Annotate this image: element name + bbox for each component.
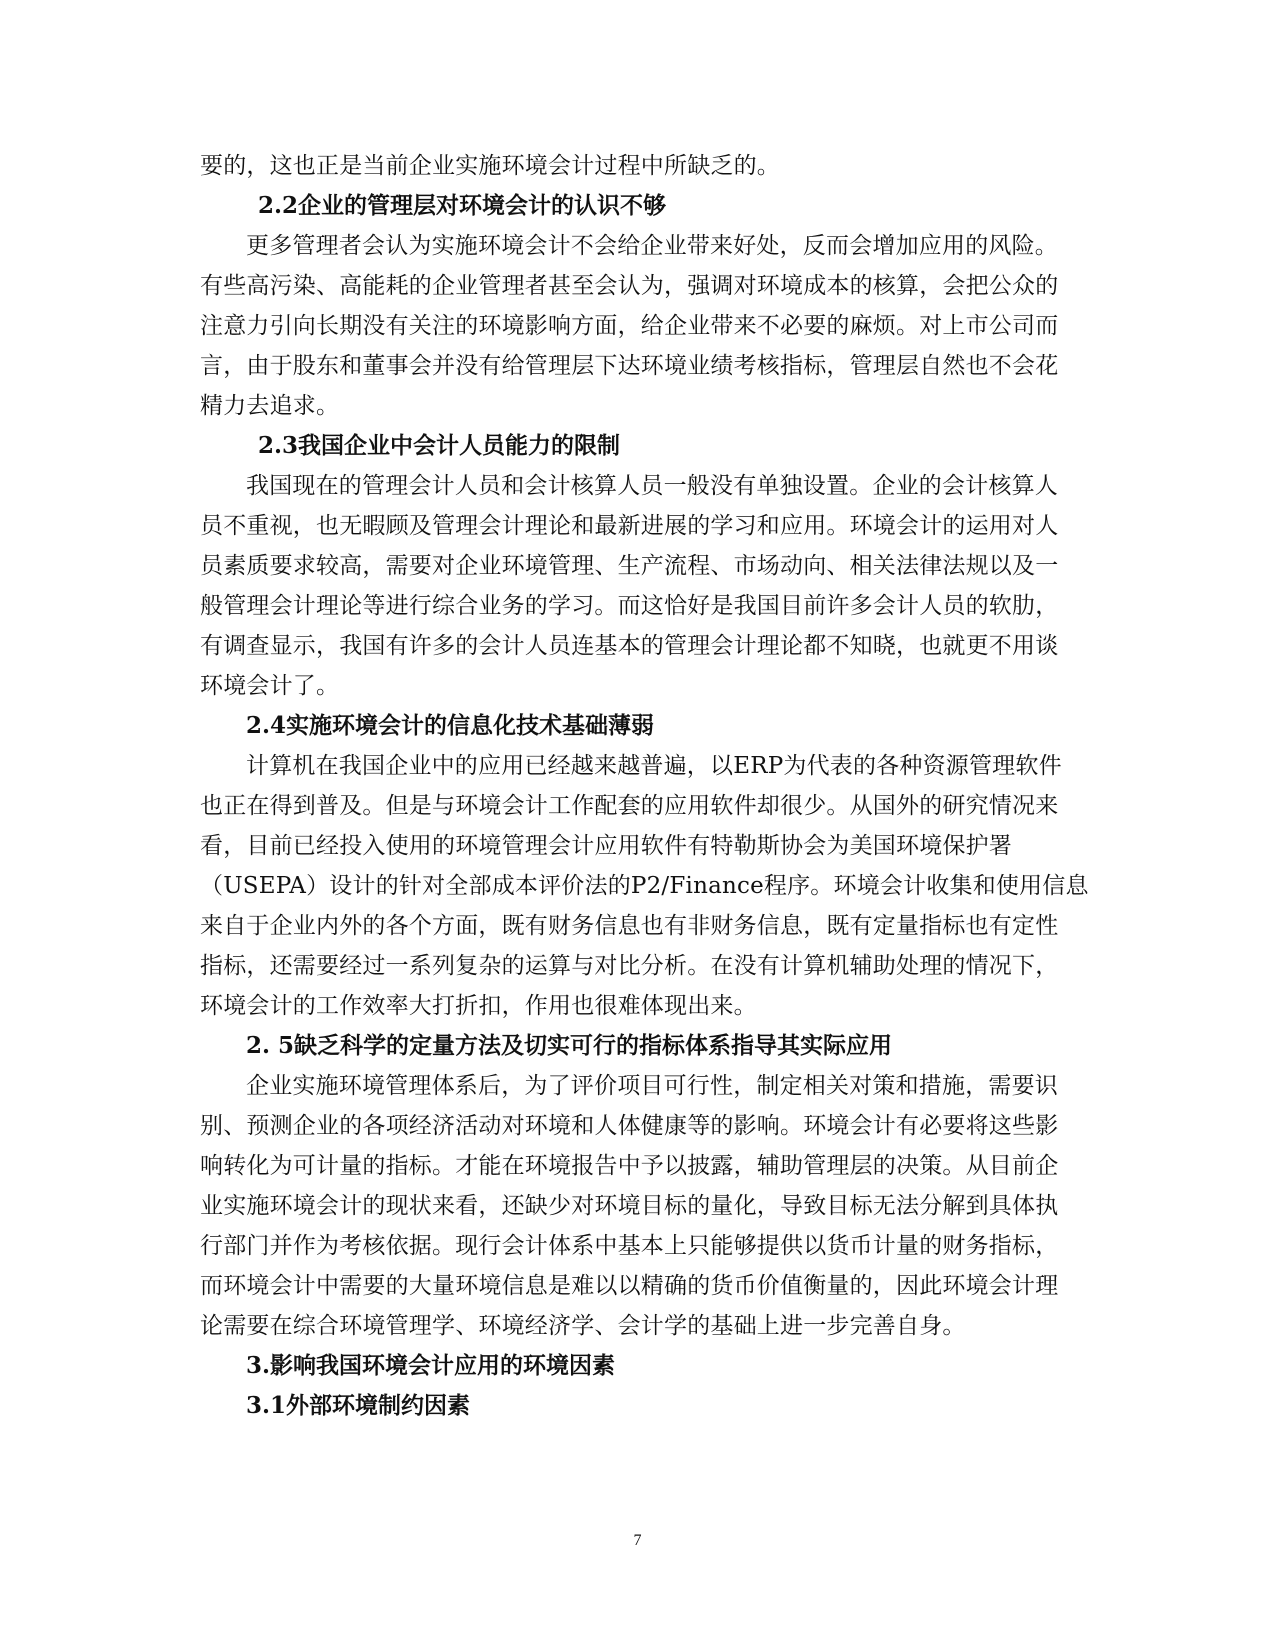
paragraph-line: 般管理会计理论等进行综合业务的学习。而这恰好是我国目前许多会计人员的软肋， (200, 593, 1059, 619)
paragraph-line: 论需要在综合环境管理学、环境经济学、会计学的基础上进一步完善自身。 (200, 1313, 966, 1339)
paragraph-line: 我国现在的管理会计人员和会计核算人员一般没有单独设置。企业的会计核算人 (246, 473, 1058, 499)
section-heading-3-1: 3.1外部环境制约因素 (246, 1392, 471, 1419)
paragraph-line: 员素质要求较高，需要对企业环境管理、生产流程、市场动向、相关法律法规以及一 (200, 553, 1059, 579)
paragraph-line: （USEPA）设计的针对全部成本评价法的P2/Finance程序。环境会计收集和使用信息 (200, 873, 1089, 899)
paragraph-line: 别、预测企业的各项经济活动对环境和人体健康等的影响。环境会计有必要将这些影 (200, 1113, 1059, 1139)
section-heading-2-3: 2.3我国企业中会计人员能力的限制 (258, 432, 621, 459)
paragraph-line: 也正在得到普及。但是与环境会计工作配套的应用软件却很少。从国外的研究情况来 (200, 793, 1059, 819)
paragraph-line: 环境会计了。 (200, 673, 340, 699)
section-heading-2-2: 2.2企业的管理层对环境会计的认识不够 (258, 192, 667, 219)
paragraph-line: 环境会计的工作效率大打折扣，作用也很难体现出来。 (200, 993, 757, 1019)
paragraph-line: 行部门并作为考核依据。现行会计体系中基本上只能够提供以货币计量的财务指标， (200, 1233, 1059, 1259)
section-heading-2-4: 2.4实施环境会计的信息化技术基础薄弱 (246, 712, 655, 739)
paragraph-line: 员不重视，也无暇顾及管理会计理论和最新进展的学习和应用。环境会计的运用对人 (200, 513, 1059, 539)
document-body (200, 146, 1089, 1426)
paragraph-line: 言，由于股东和董事会并没有给管理层下达环境业绩考核指标，管理层自然也不会花 (200, 353, 1059, 379)
section-heading-2-5: 2. 5缺乏科学的定量方法及切实可行的指标体系指导其实际应用 (246, 1032, 893, 1059)
paragraph-line: 指标，还需要经过一系列复杂的运算与对比分析。在没有计算机辅助处理的情况下， (200, 953, 1059, 979)
section-heading-3: 3.影响我国环境会计应用的环境因素 (246, 1352, 616, 1379)
paragraph-line: 来自于企业内外的各个方面，既有财务信息也有非财务信息，既有定量指标也有定性 (200, 913, 1059, 939)
paragraph-line: 而环境会计中需要的大量环境信息是难以以精确的货币价值衡量的，因此环境会计理 (200, 1273, 1059, 1299)
paragraph-line: 有些高污染、高能耗的企业管理者甚至会认为，强调对环境成本的核算，会把公众的 (200, 273, 1059, 299)
paragraph-line: 更多管理者会认为实施环境会计不会给企业带来好处，反而会增加应用的风险。 (246, 233, 1058, 259)
paragraph-line: 企业实施环境管理体系后，为了评价项目可行性，制定相关对策和措施，需要识 (246, 1073, 1058, 1099)
paragraph-line: 有调查显示，我国有许多的会计人员连基本的管理会计理论都不知晓，也就更不用谈 (200, 633, 1059, 659)
page-number: 7 (633, 1532, 642, 1549)
paragraph-line: 看，目前已经投入使用的环境管理会计应用软件有特勒斯协会为美国环境保护署 (200, 833, 1012, 859)
paragraph-line: 业实施环境会计的现状来看，还缺少对环境目标的量化，导致目标无法分解到具体执 (200, 1193, 1059, 1219)
paragraph-line: 精力去追求。 (200, 393, 340, 419)
paragraph-line: 要的，这也正是当前企业实施环境会计过程中所缺乏的。 (200, 153, 780, 179)
paragraph-line: 响转化为可计量的指标。才能在环境报告中予以披露，辅助管理层的决策。从目前企 (200, 1153, 1059, 1179)
paragraph-line: 注意力引向长期没有关注的环境影响方面，给企业带来不必要的麻烦。对上市公司而 (200, 313, 1059, 339)
paragraph-line: 计算机在我国企业中的应用已经越来越普遍，以ERP为代表的各种资源管理软件 (246, 753, 1062, 779)
